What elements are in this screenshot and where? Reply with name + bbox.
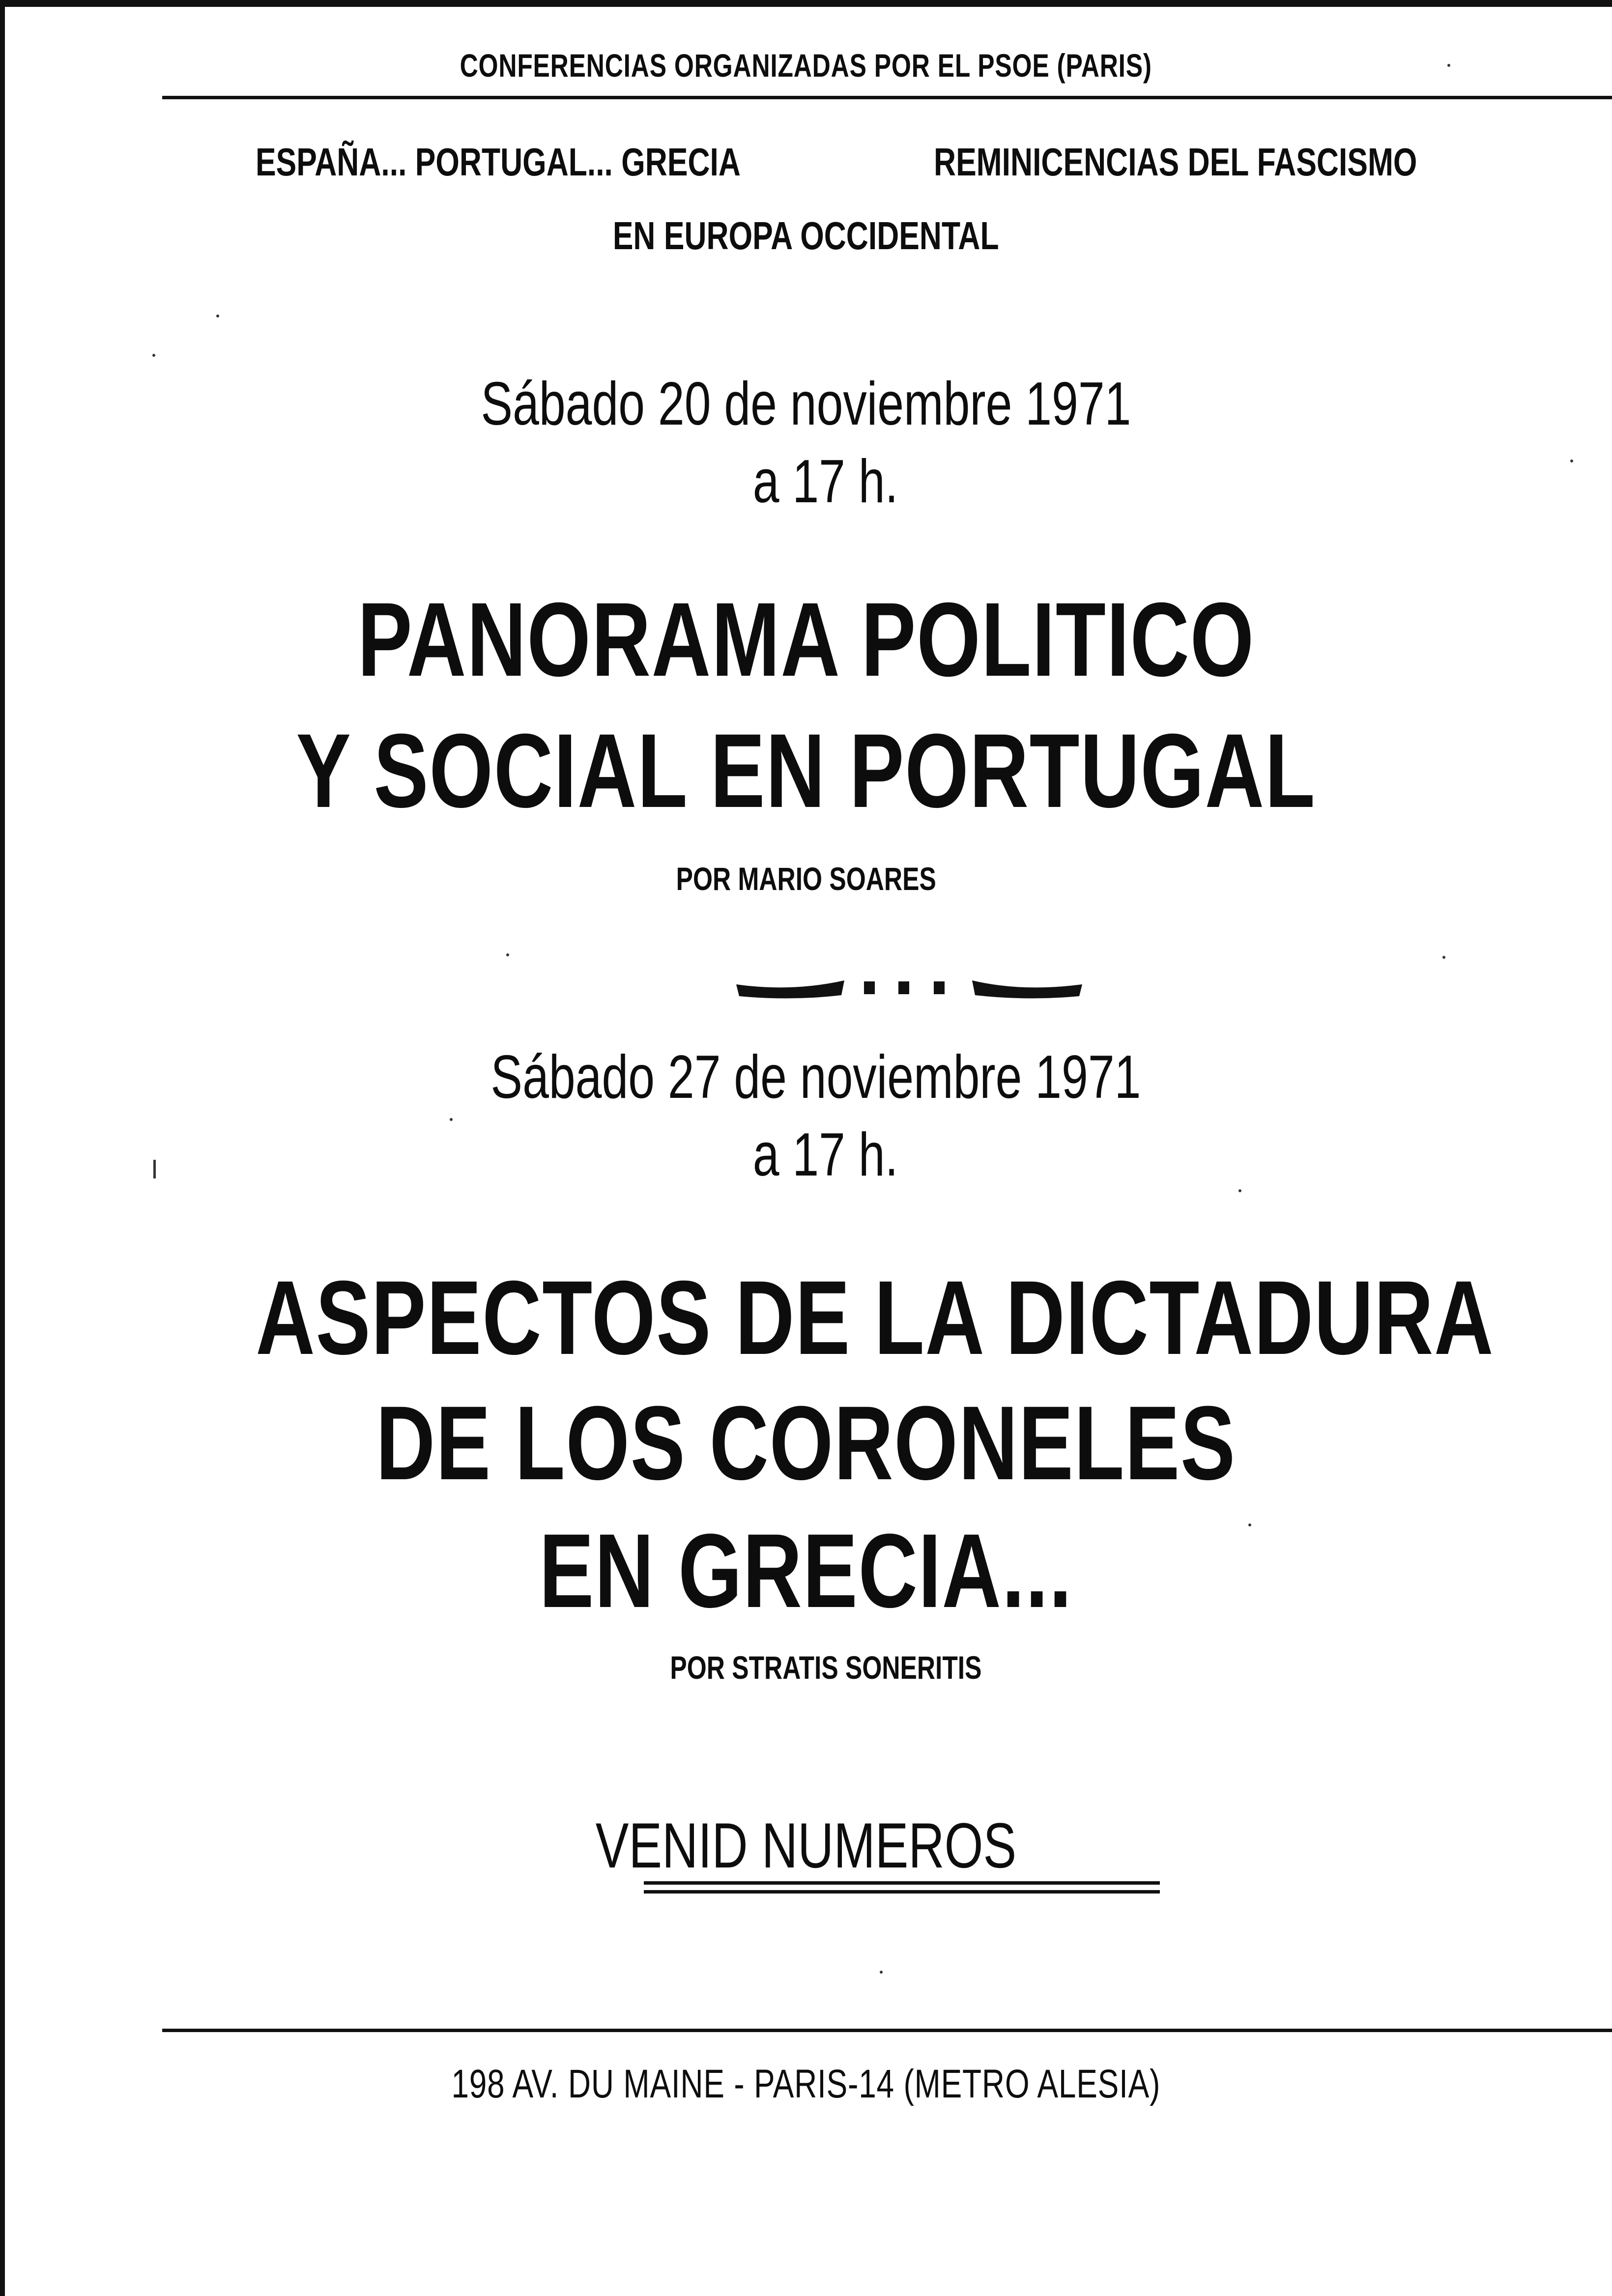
event1-date: Sábado 20 de noviembre 1971 — [481, 370, 1131, 438]
header-title: CONFERENCIAS ORGANIZADAS POR EL PSOE (PARIS) — [460, 47, 1152, 84]
scan-speck — [1238, 1189, 1241, 1192]
footer-rule — [162, 2029, 1612, 2032]
scan-speck — [506, 953, 509, 956]
subtitle-line2: EN EUROPA OCCIDENTAL — [613, 214, 999, 258]
event1-time: a 17 h. — [753, 448, 898, 516]
event1-title-line2: Y SOCIAL EN PORTUGAL — [296, 712, 1316, 830]
scan-speck — [153, 1160, 156, 1178]
scan-speck — [450, 1118, 453, 1121]
scan-speck — [216, 315, 219, 317]
divider-mark — [732, 976, 1086, 1000]
event2-title-line2: DE LOS CORONELES — [375, 1384, 1236, 1502]
left-border — [0, 0, 5, 2296]
event2-speaker: POR STRATIS SONERITIS — [669, 1649, 982, 1686]
event2-title-line1: ASPECTOS DE LA DICTADURA — [256, 1259, 1494, 1377]
event1-title-line1: PANORAMA POLITICO — [357, 581, 1255, 698]
scan-speck — [152, 354, 155, 357]
event2-title-line3: EN GRECIA... — [539, 1512, 1073, 1630]
scan-speck — [1447, 64, 1450, 67]
header-rule — [162, 96, 1612, 99]
event1-speaker: POR MARIO SOARES — [676, 861, 936, 897]
scan-speck — [1442, 956, 1445, 959]
call-to-action: VENID NUMEROS — [595, 1809, 1017, 1881]
scan-speck — [880, 1971, 883, 1974]
call-to-action-underline — [644, 1881, 1160, 1885]
scan-speck — [1248, 1523, 1251, 1526]
call-to-action-underline-2 — [644, 1890, 1160, 1894]
event2-time: a 17 h. — [753, 1121, 898, 1189]
address: 198 AV. DU MAINE - PARIS-14 (METRO ALESIA) — [451, 2062, 1161, 2106]
subtitle-right: REMINICENCIAS DEL FASCISMO — [934, 140, 1417, 184]
event2-date: Sábado 27 de noviembre 1971 — [490, 1043, 1141, 1111]
subtitle-left: ESPAÑA... PORTUGAL... GRECIA — [256, 140, 741, 184]
top-border — [0, 0, 1612, 7]
scan-speck — [1570, 459, 1573, 462]
